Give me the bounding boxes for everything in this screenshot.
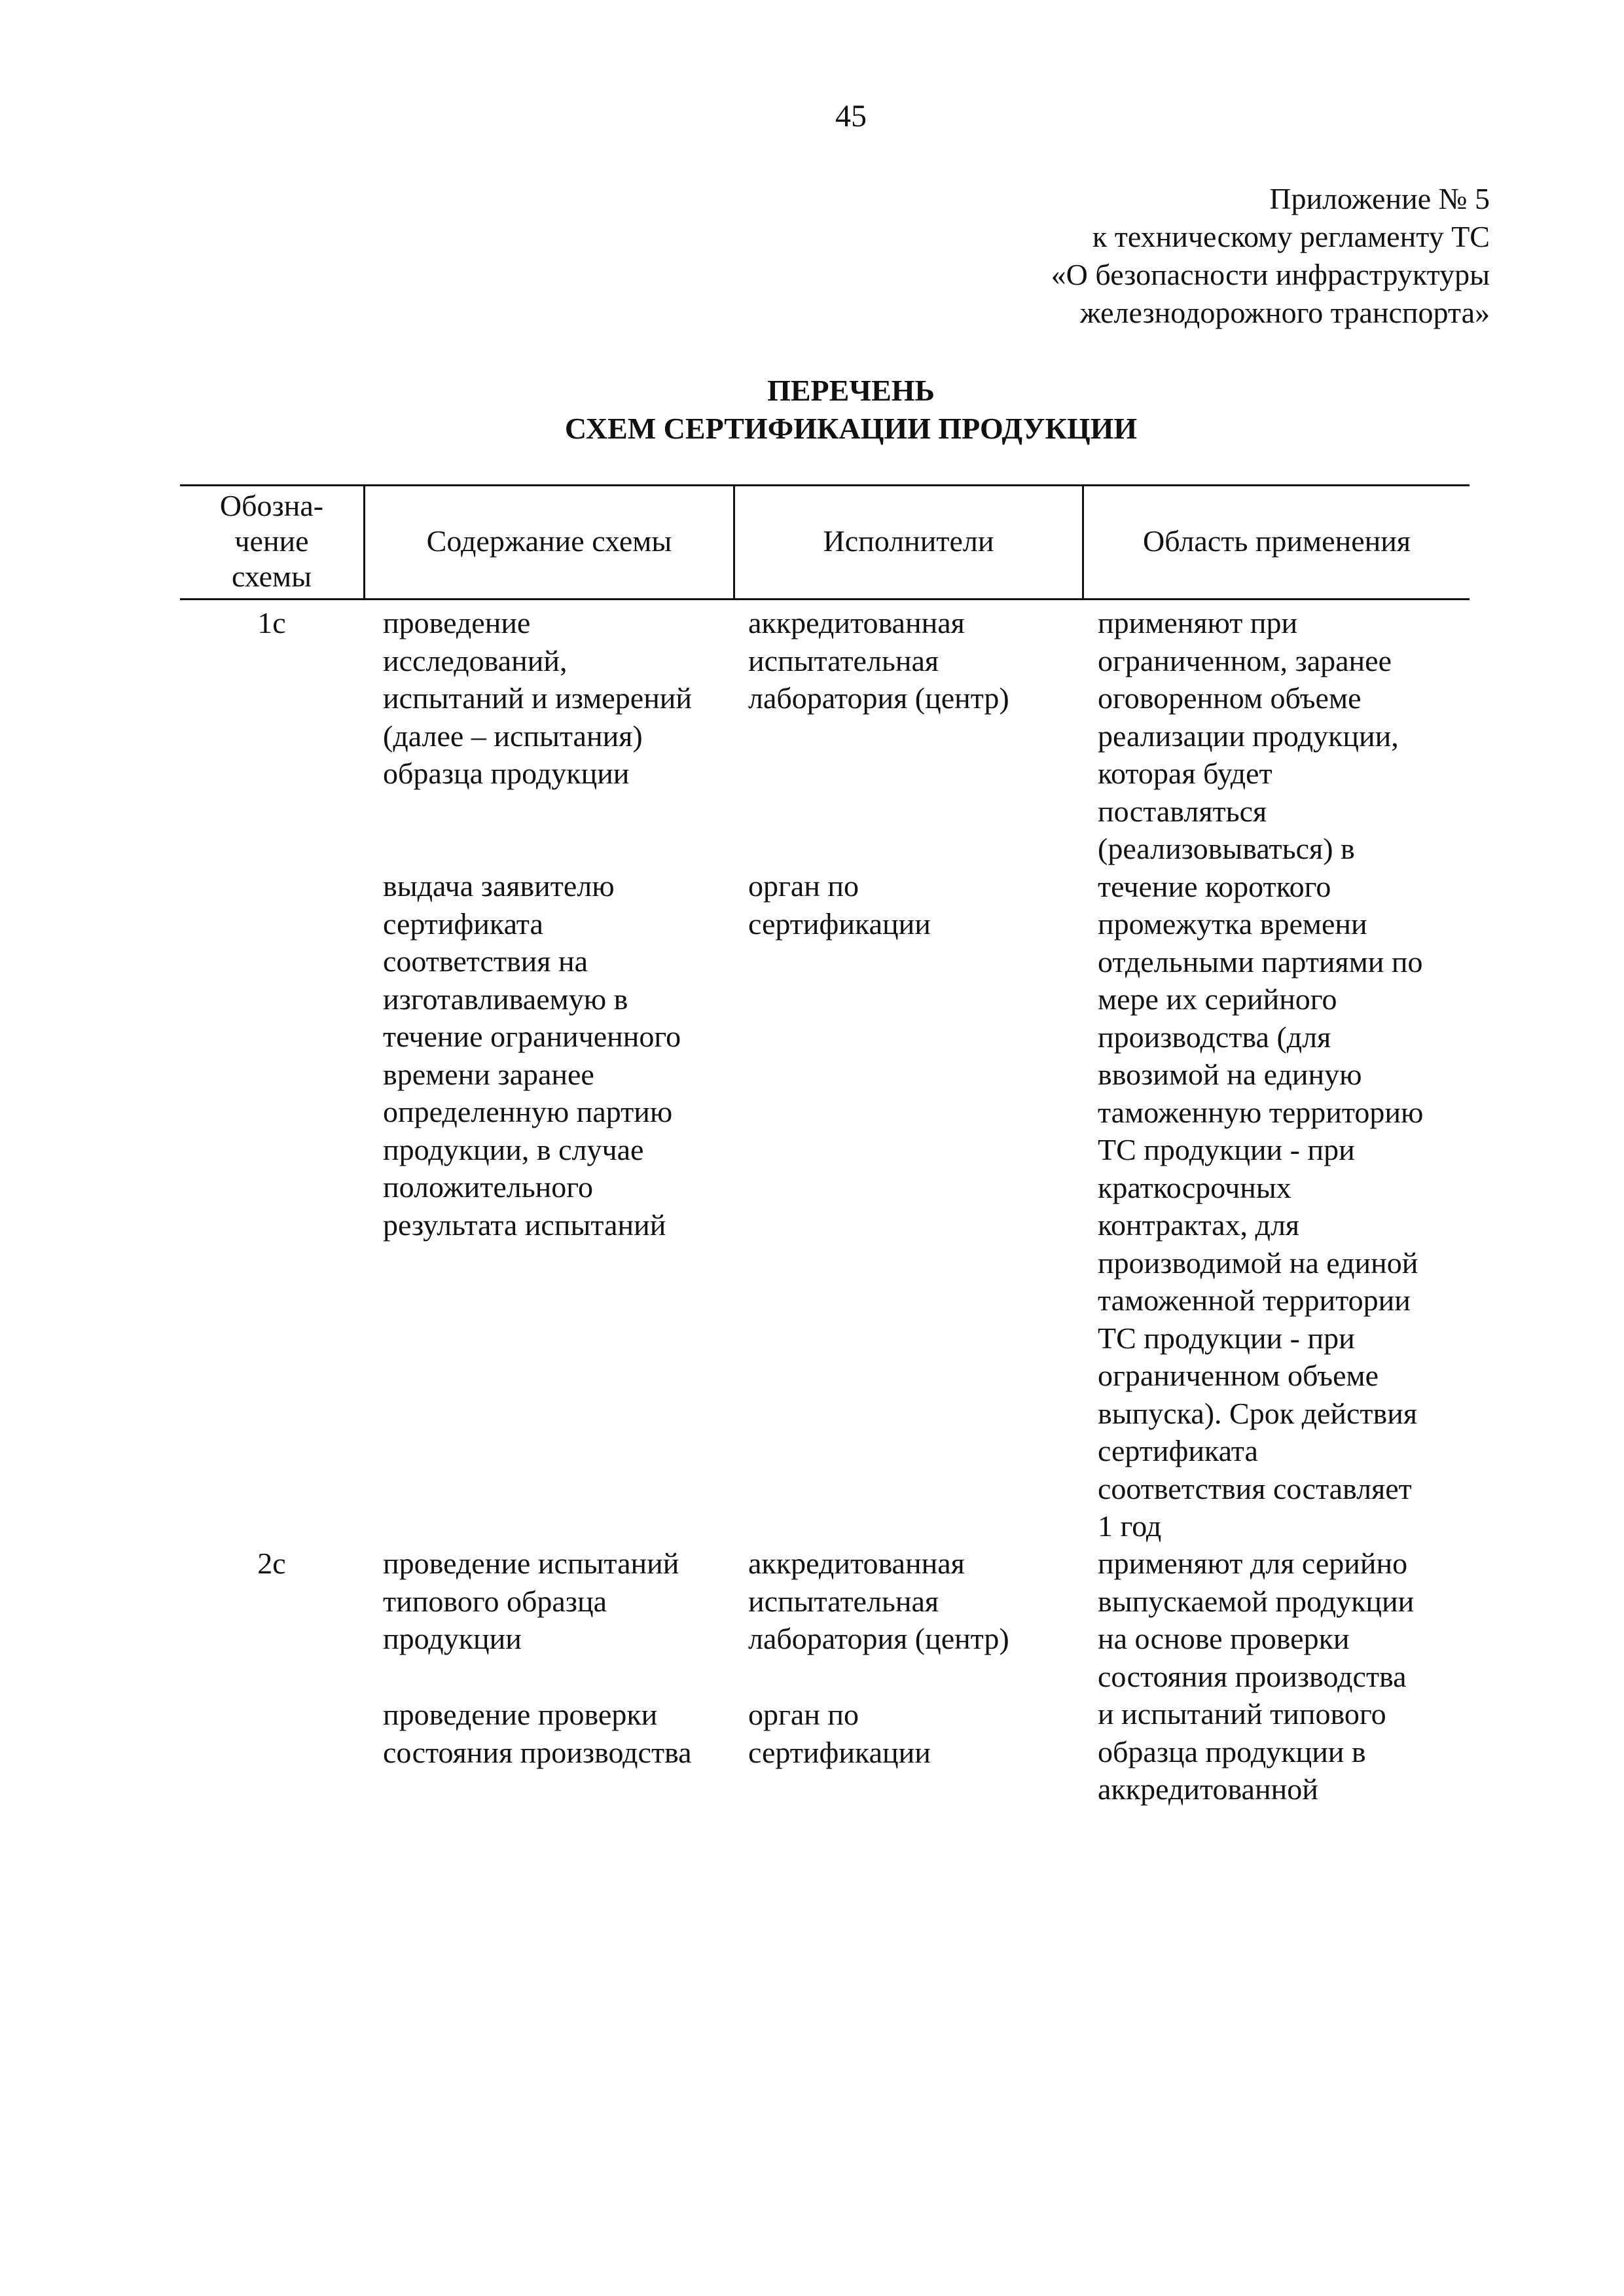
header-content: Содержание схемы <box>426 524 672 558</box>
scheme-scope: применяют при ограниченном, заранее оговоренном объеме реализации продукции, которая будет поставляться (реализовываться) в течение короткого промежутка времени отдельными партиями по мере их серийного производства (для ввозимой на единую таможенную территорию ТС продукции - при краткосрочных контрактах, для производимой на единой таможенной территории ТС продукции - при ограниченном объеме выпуска). Срок действия сертификата соответствия составляет 1 год <box>1098 606 1424 1543</box>
appendix-line: «О безопасности инфраструктуры <box>1051 258 1490 291</box>
scheme-code: 2с <box>257 1547 286 1580</box>
title-line: СХЕМ СЕРТИФИКАЦИИ ПРОДУКЦИИ <box>564 412 1138 445</box>
scheme-step-performer: орган по сертификации <box>748 1698 931 1769</box>
appendix-reference <box>1051 180 1490 332</box>
appendix-line: Приложение № 5 <box>1269 182 1490 215</box>
scheme-step-performer: орган по сертификации <box>748 869 931 941</box>
scheme-step-content: выдача заявителю сертификата соответствия на изготавливаемую в течение ограниченного времени заранее определенную партию продукции, в случае положительного результата испытаний <box>383 869 681 1242</box>
title-line: ПЕРЕЧЕНЬ <box>767 374 935 407</box>
scheme-step-content: проведение исследований, испытаний и измерений (далее – испытания) образца продукции <box>383 606 693 790</box>
scheme-step-performer: аккредитованная испытательная лаборатория (центр) <box>748 1547 1009 1655</box>
appendix-line: к техническому регламенту ТС <box>1092 220 1490 253</box>
scheme-step-content: проведение испытаний типового образца продукции <box>383 1547 679 1655</box>
scheme-step-content: проведение проверки состояния производства <box>383 1698 692 1769</box>
document-title <box>0 372 1624 448</box>
scheme-step-performer: аккредитованная испытательная лаборатория (центр) <box>748 606 1009 715</box>
page-number: 45 <box>835 99 867 134</box>
table-header-rule <box>180 598 1470 600</box>
header-performers: Исполнители <box>823 524 994 558</box>
appendix-line: железнодорожного транспорта» <box>1079 296 1490 329</box>
header-scope: Область применения <box>1142 524 1411 558</box>
scheme-code: 1с <box>257 606 286 639</box>
scheme-scope: применяют для серийно выпускаемой продукции на основе проверки состояния производства и испытаний типового образца продукции в аккредитованной <box>1098 1547 1415 1806</box>
header-designation: Обозна- чение схемы <box>219 489 324 593</box>
